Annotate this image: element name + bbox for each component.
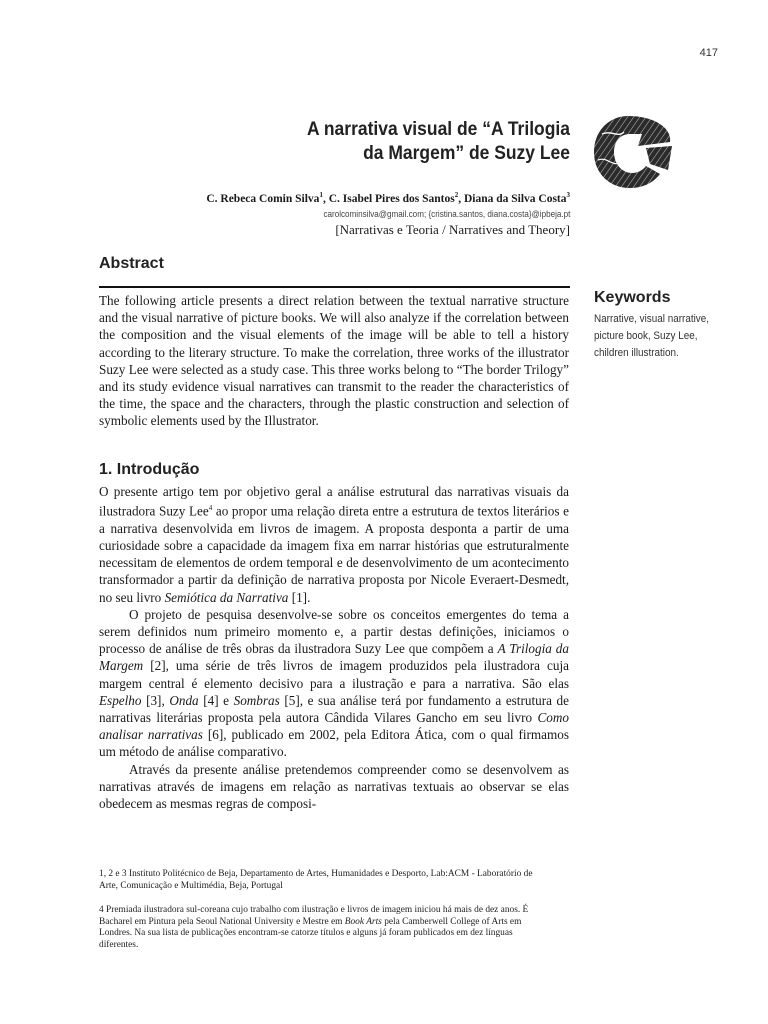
- authors: C. Rebeca Comin Silva$^1$, C. Isabel Pires dos Santos$^2$, Diana da Silva Costa$^3$: [206, 191, 570, 205]
- page-number: 417: [699, 47, 718, 59]
- keywords-text: Narrative, visual narrative, picture book, Suzy Lee, children illustration.: [594, 313, 710, 359]
- article-title: A narrativa visual de “A Trilogia da Margem” de Suzy Lee: [307, 119, 570, 164]
- introduction-paragraph-3: Através da presente análise pretendemos compreender como se desenvolvem as narrativas através de imagens em relação as narrativas textuais ao observar se elas obedecem as mesmas regras de composi-: [99, 761, 569, 812]
- abstract-heading: Abstract: [99, 255, 164, 272]
- author-emails: carolcominsilva@gmail.com; {cristina.santos, diana.costa}@ipbeja.pt: [323, 209, 570, 219]
- introduction-paragraph-2: O projeto de pesquisa desenvolve-se sobre os conceitos emergentes do tema a serem definidos num primeiro momento e, a partir destas definições, iniciamos o processo de análise de três obras da ilustradora Suzy Lee que compõem a A Trilogia da Margem [2], uma série de três livros de imagem produzidos pela ilustradora cuja margem central é elemento decisivo para a ilustração e para a narrativa. São elas Espelho [3], Onda [4] e Sombras [5], e sua análise terá por fundamento a estrutura de narrativas literárias proposta pela autora Cândida Vilares Gancho em seu livro Como analisar narrativas [6], publicado em 2002, pela Editora Ática, com o qual firmamos um método de análise comparativo.: [99, 606, 569, 760]
- introduction-heading: 1. Introdução: [99, 461, 200, 478]
- conference-logo-icon: [588, 112, 674, 192]
- introduction-paragraph-1: O presente artigo tem por objetivo geral a análise estrutural das narrativas visuais da ilustradora Suzy Lee$^4$ ao propor uma relação direta entre a estrutura de textos literários e a narrativa desenvolvida em livros de imagem. A proposta desponta a partir de uma curiosidade sobre a capacidade da imagem fixa em narrar histórias que estruturalmente necessitam de elementos de ordem temporal e de desenvolvimento de um acontecimento transformador a partir da definição de narrativa proposta por Nicole Everaert-Desmedt, no seu livro Semiótica da Narrativa [1].: [99, 484, 569, 605]
- footnote-affiliations: 1, 2 e 3 Instituto Politécnico de Beja, Departamento de Artes, Humanidades e Desporto, Lab:ACM - Laboratório de Arte, Comunicação e Multimédia, Beja, Portugal: [99, 869, 533, 891]
- abstract-divider: [99, 286, 570, 288]
- article-theme: [Narrativas e Teoria / Narratives and Theory]: [335, 222, 570, 237]
- introduction-body: [99, 483, 569, 812]
- keywords-heading: Keywords: [594, 289, 671, 306]
- footnotes: [99, 869, 544, 964]
- footnote-suzy-lee: 4 Premiada ilustradora sul-coreana cujo trabalho com ilustração e livros de imagem iniciou há mais de dez anos. É Bacharel em Pintura pela Seoul National University e Mestre em Book Arts pela Camberwell College of Arts em Londres. Na sua lista de publicações encontram-se catorze títulos e alguns já foram publicados em dez línguas diferentes.: [99, 905, 529, 950]
- abstract-text: The following article presents a direct relation between the textual narrative structure and the visual narrative of picture books. We will also analyze if the correlation between the composition and the visual elements of the image will be able to tell a history according to the literary structure. To make the correlation, three works of the illustrator Suzy Lee were selected as a study case. This three works belong to “The border Trilogy” and its study evidence visual narratives can transmit to the reader the characteristics of the time, the space and the characters, through the plastic construction and selection of symbolic elements used by the Illustrator.: [99, 293, 569, 429]
